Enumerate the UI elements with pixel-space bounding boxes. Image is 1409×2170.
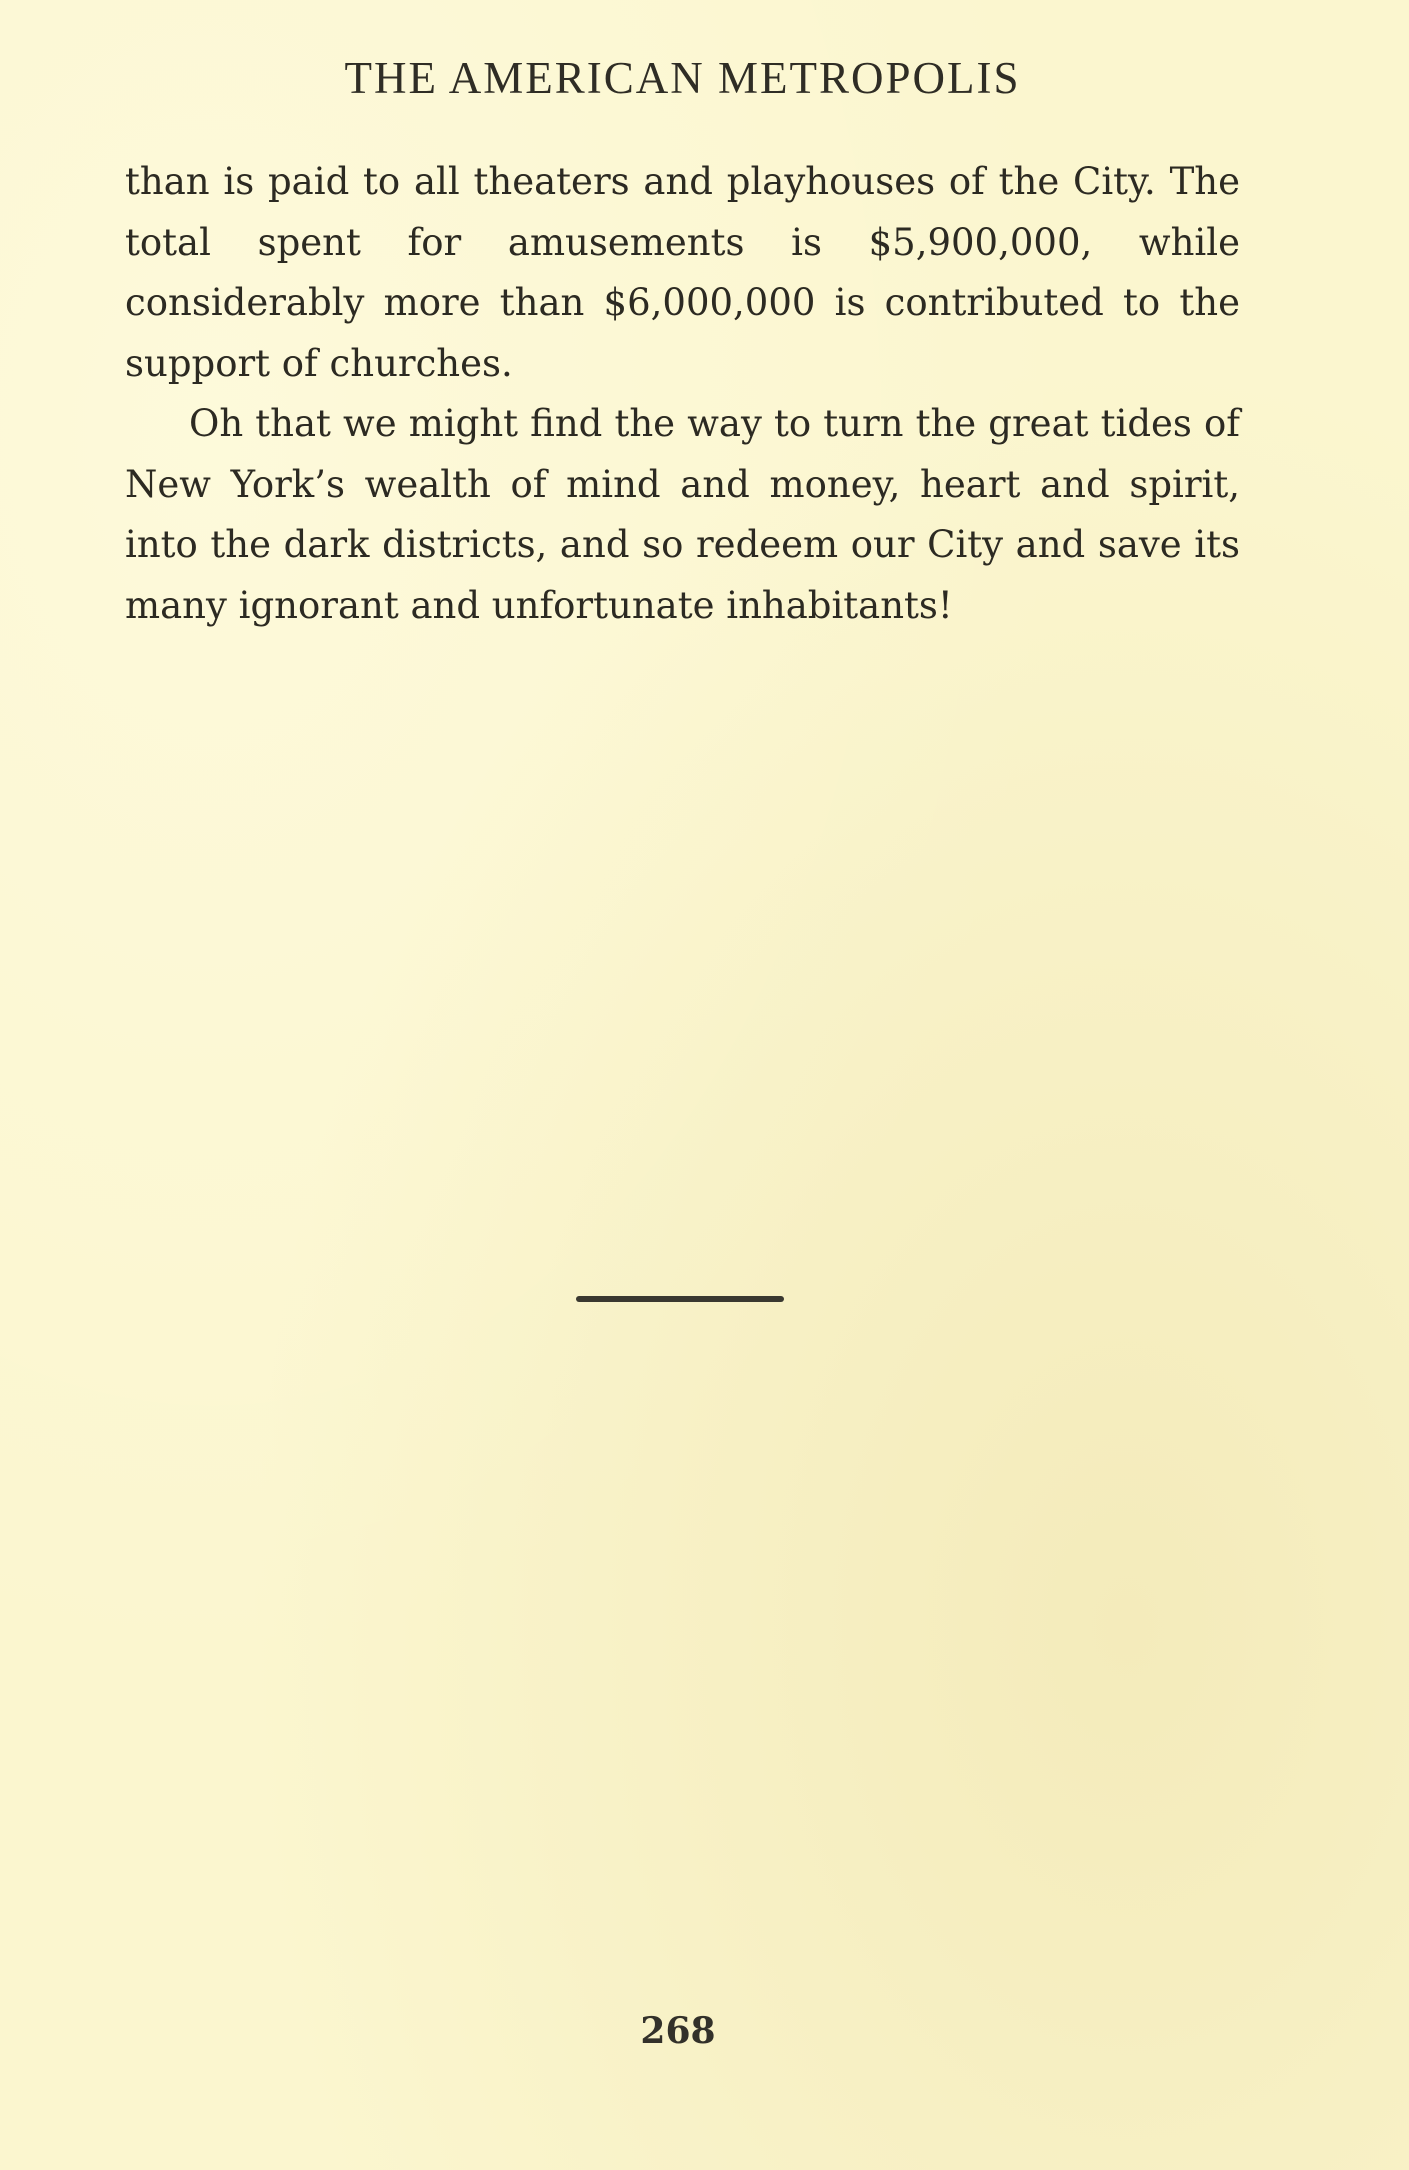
body-text	[125, 152, 1240, 636]
section-end-rule	[576, 1296, 784, 1302]
running-head: THE AMERICAN METROPOLIS	[344, 53, 1021, 103]
paragraph-closing: Oh that we might find the way to turn the great tides of New York’s wealth of mind and money, heart and spirit, into the dark districts, and so redeem our City and save its many ignorant and unfortunate inhabitants!	[125, 402, 1240, 627]
page-number: 268	[640, 2010, 716, 2052]
paragraph-continued: than is paid to all theaters and playhouses of the City. The total spent for amusements is $5,900,000, while considerably more than $6,000,000 is contributed to the support of churches.	[125, 160, 1240, 385]
